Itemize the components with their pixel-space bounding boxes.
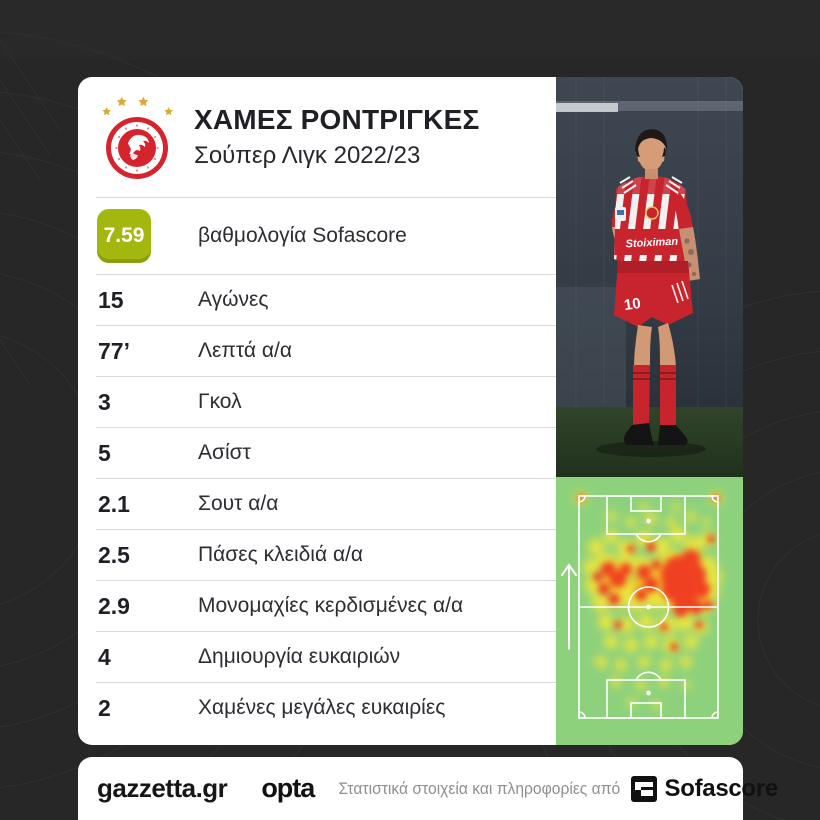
stat-row-assists bbox=[96, 427, 556, 478]
competition-subtitle: Σούπερ Λιγκ 2022/23 bbox=[194, 142, 421, 170]
stat-value: 4 bbox=[98, 643, 111, 670]
jersey-sponsor-text: Stoiximan bbox=[625, 235, 679, 251]
opta-logo: opta bbox=[261, 773, 315, 803]
stat-value: 77’ bbox=[98, 337, 130, 364]
shorts-number-text: 10 bbox=[622, 294, 642, 315]
stat-value: 2.9 bbox=[98, 592, 130, 619]
stat-row-matches bbox=[96, 274, 556, 325]
stat-label: Σουτ α/α bbox=[198, 492, 279, 515]
sofascore-logo bbox=[631, 775, 778, 803]
rating-row bbox=[96, 197, 556, 274]
sofascore-rating-badge: 7.59 bbox=[97, 209, 151, 263]
stat-row-goals bbox=[96, 376, 556, 427]
stat-row-key-passes bbox=[96, 529, 556, 580]
stat-value: 5 bbox=[98, 439, 111, 466]
stat-label: Γκολ bbox=[198, 390, 242, 413]
stat-row-duels-won bbox=[96, 580, 556, 631]
stat-row-big-chances-missed bbox=[96, 682, 556, 733]
stat-label: Ασίστ bbox=[198, 441, 251, 464]
stat-label: Λεπτά α/α bbox=[198, 339, 292, 362]
stat-label: Μονομαχίες κερδισμένες α/α bbox=[198, 594, 464, 617]
stat-label: Πάσες κλειδιά α/α bbox=[198, 543, 364, 566]
stats-column bbox=[78, 77, 556, 745]
sofascore-wordmark: Sofascore bbox=[664, 774, 778, 802]
star-icon bbox=[102, 97, 173, 115]
player-name-title: ΧΑΜΕΣ ΡΟΝΤΡΙΓΚΕΣ bbox=[194, 103, 480, 135]
olympiacos-club-logo bbox=[98, 91, 176, 183]
stat-value: 2 bbox=[98, 694, 111, 721]
player-photo bbox=[556, 77, 743, 477]
rating-label: βαθμολογία Sofascore bbox=[198, 224, 407, 247]
stat-row-shots bbox=[96, 478, 556, 529]
stat-row-chances-created bbox=[96, 631, 556, 682]
player-stats-card bbox=[78, 77, 743, 745]
footer-credits-bar bbox=[78, 757, 778, 820]
stat-label: Χαμένες μεγάλες ευκαιρίες bbox=[198, 696, 446, 719]
data-credit-text: Στατιστικά στοιχεία και πληροφορίες από bbox=[338, 778, 621, 798]
gazzetta-logo: gazzetta.gr bbox=[97, 773, 228, 803]
media-column bbox=[556, 77, 743, 745]
stat-row-minutes bbox=[96, 325, 556, 376]
stat-label: Αγώνες bbox=[198, 288, 269, 311]
sofascore-icon bbox=[631, 776, 657, 802]
stat-label: Δημιουργία ευκαιριών bbox=[198, 645, 401, 668]
stat-value: 2.1 bbox=[98, 490, 130, 517]
stat-value: 2.5 bbox=[98, 541, 130, 568]
stat-value: 15 bbox=[98, 286, 124, 313]
card-header bbox=[96, 77, 556, 197]
stat-value: 3 bbox=[98, 388, 111, 415]
player-heatmap bbox=[556, 477, 743, 745]
